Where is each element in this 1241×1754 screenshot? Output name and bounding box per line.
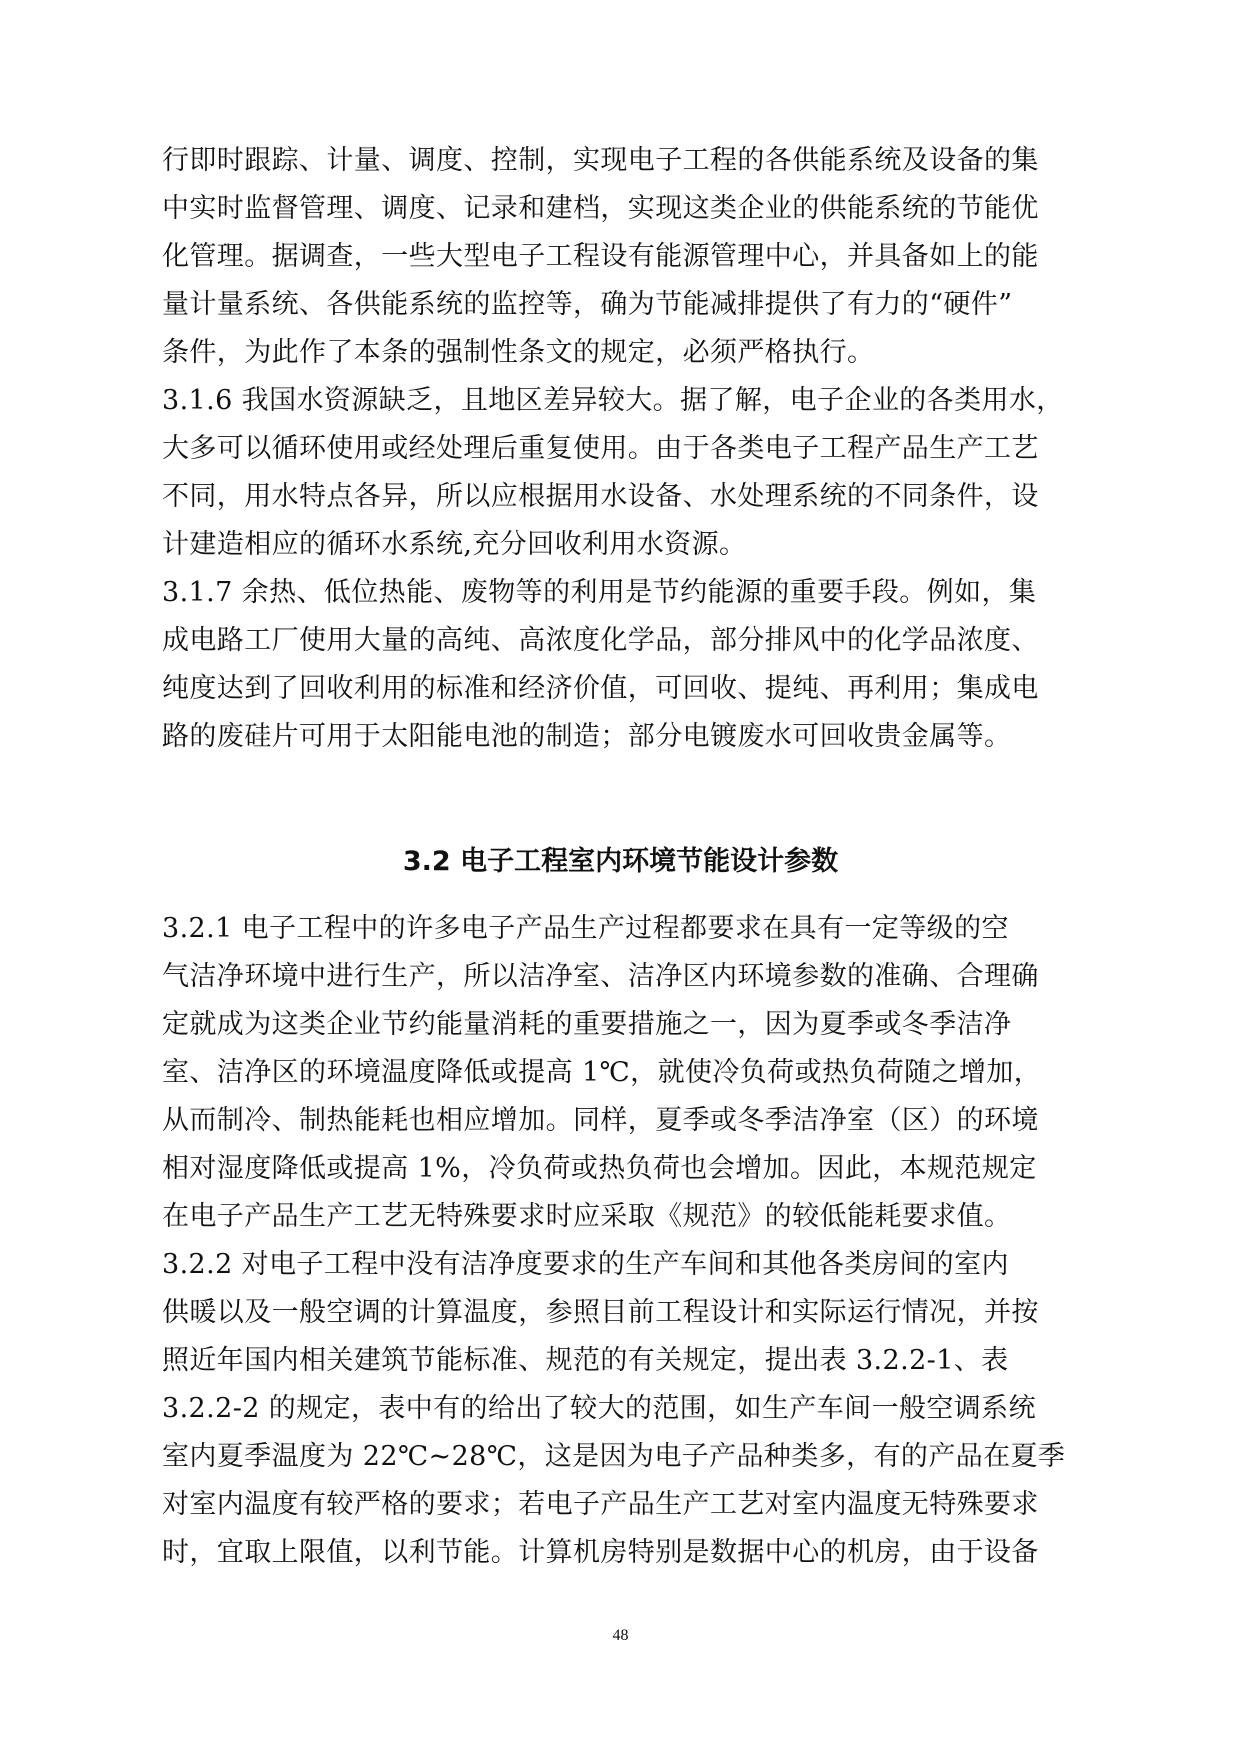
clause-3-2-2-line: 3.2.2 对电子工程中没有洁净度要求的生产车间和其他各类房间的室内 <box>162 1249 1009 1280</box>
text-line: 供暖以及一般空调的计算温度，参照目前工程设计和实际运行情况，并按 <box>162 1297 1039 1328</box>
text-line: 大多可以循环使用或经处理后重复使用。由于各类电子工程产品生产工艺 <box>162 433 1039 464</box>
text-line: 路的废硅片可用于太阳能电池的制造；部分电镀废水可回收贵金属等。 <box>162 721 1012 752</box>
text-line: 纯度达到了回收利用的标准和经济价值，可回收、提纯、再利用；集成电 <box>162 673 1039 704</box>
text-line: 中实时监督管理、调度、记录和建档，实现这类企业的供能系统的节能优 <box>162 193 1039 224</box>
text-line: 行即时跟踪、计量、调度、控制，实现电子工程的各供能系统及设备的集 <box>162 145 1039 176</box>
text-line: 定就成为这类企业节约能量消耗的重要措施之一，因为夏季或冬季洁净 <box>162 1009 1012 1040</box>
text-line: 室、洁净区的环境温度降低或提高 1℃，就使冷负荷或热负荷随之增加， <box>162 1057 1042 1088</box>
text-line: 不同，用水特点各异，所以应根据用水设备、水处理系统的不同条件，设 <box>162 481 1039 512</box>
text-line: 在电子产品生产工艺无特殊要求时应采取《规范》的较低能耗要求值。 <box>162 1201 1012 1232</box>
text-line: 室内夏季温度为 22℃~28℃，这是因为电子产品种类多，有的产品在夏季 <box>162 1441 1066 1472</box>
text-line: 相对湿度降低或提高 1%，冷负荷或热负荷也会增加。因此，本规范规定 <box>162 1153 1037 1184</box>
text-line: 化管理。据调查，一些大型电子工程设有能源管理中心，并具备如上的能 <box>162 241 1039 272</box>
clause-3-2-1-line: 3.2.1 电子工程中的许多电子产品生产过程都要求在具有一定等级的空 <box>162 913 1009 944</box>
text-line: 对室内温度有较严格的要求；若电子产品生产工艺对室内温度无特殊要求 <box>162 1489 1039 1520</box>
text-line: 3.2.2-2 的规定，表中有的给出了较大的范围，如生产车间一般空调系统 <box>162 1393 1036 1424</box>
text-line: 从而制冷、制热能耗也相应增加。同样，夏季或冬季洁净室（区）的环境 <box>162 1105 1039 1136</box>
section-heading: 3.2 电子工程室内环境节能设计参数 <box>402 846 839 877</box>
text-line: 条件，为此作了本条的强制性条文的规定，必须严格执行。 <box>162 337 875 368</box>
text-line: 计建造相应的循环水系统,充分回收利用水资源。 <box>162 529 747 560</box>
text-line: 量计量系统、各供能系统的监控等，确为节能减排提供了有力的“硬件” <box>162 289 1013 320</box>
clause-3-1-7-line: 3.1.7 余热、低位热能、废物等的利用是节约能源的重要手段。例如，集 <box>162 577 1037 608</box>
text-line: 时，宜取上限值，以利节能。计算机房特别是数据中心的机房，由于设备 <box>162 1537 1039 1568</box>
page-number: 48 <box>612 1627 629 1644</box>
clause-3-1-6-line: 3.1.6 我国水资源缺乏，且地区差异较大。据了解，电子企业的各类用水， <box>162 385 1064 416</box>
text-line: 成电路工厂使用大量的高纯、高浓度化学品，部分排风中的化学品浓度、 <box>162 625 1039 656</box>
text-line: 照近年国内相关建筑节能标准、规范的有关规定，提出表 3.2.2-1、表 <box>162 1345 1009 1376</box>
text-line: 气洁净环境中进行生产，所以洁净室、洁净区内环境参数的准确、合理确 <box>162 961 1039 992</box>
